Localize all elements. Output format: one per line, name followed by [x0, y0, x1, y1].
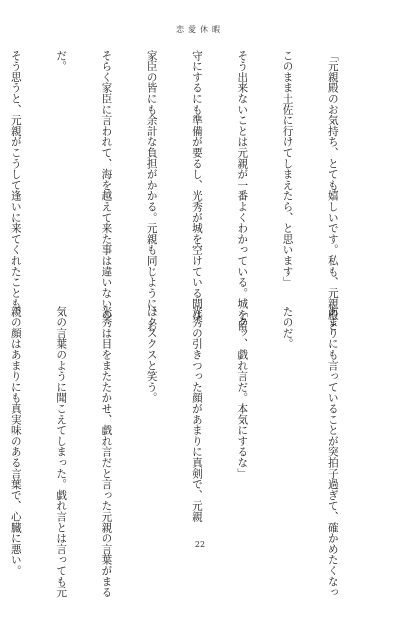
- text-line: だ。: [55, 50, 68, 72]
- text-line: 親の顔はあまりにも真実味のある言葉で、心臓に悪い。: [9, 306, 22, 576]
- text-line: 家臣の皆にも余計な負担がかかる。元親も同じように、お: [145, 50, 158, 331]
- text-line: 光秀は目をまたたかせ、戯れ言だと言った元親の言葉がまる: [100, 306, 113, 598]
- text-line: そう出来ないことは元親が一番よくわかっている。城を留: [236, 50, 249, 331]
- text-line: たのだ。: [281, 306, 294, 350]
- text-line: このまま土佐に行けてしまえたら、と思います」: [281, 50, 294, 288]
- text-line: はクスクスと笑う。: [145, 306, 158, 404]
- text-line: 守にするにも準備が要るし、光秀が城を空けている間は: [190, 50, 203, 320]
- text-line: 「クッ、戯れ言だ。本気にするな」: [236, 306, 249, 479]
- running-head: 恋愛休暇: [176, 25, 224, 34]
- text-line: 気の言葉のように聞こえてしまった。戯れ言とは言っても元: [55, 306, 68, 598]
- text-line: そう思うと、元親がこうして逢いに来てくれたことも、: [9, 50, 22, 320]
- text-line: そらく家臣に言われて、海を越えて来た事は違いないの: [100, 50, 113, 320]
- text-line: あまりにも言っていることが突拍子過ぎて、確かめたくなっ: [326, 306, 339, 598]
- text-line: 光秀の引きつった顔があまりに真剣で、元親: [190, 306, 203, 522]
- text-line: 「元親殿のお気持ち、とても嬉しいです。私も、元親殿と: [326, 50, 339, 331]
- page-number: 22: [194, 540, 206, 549]
